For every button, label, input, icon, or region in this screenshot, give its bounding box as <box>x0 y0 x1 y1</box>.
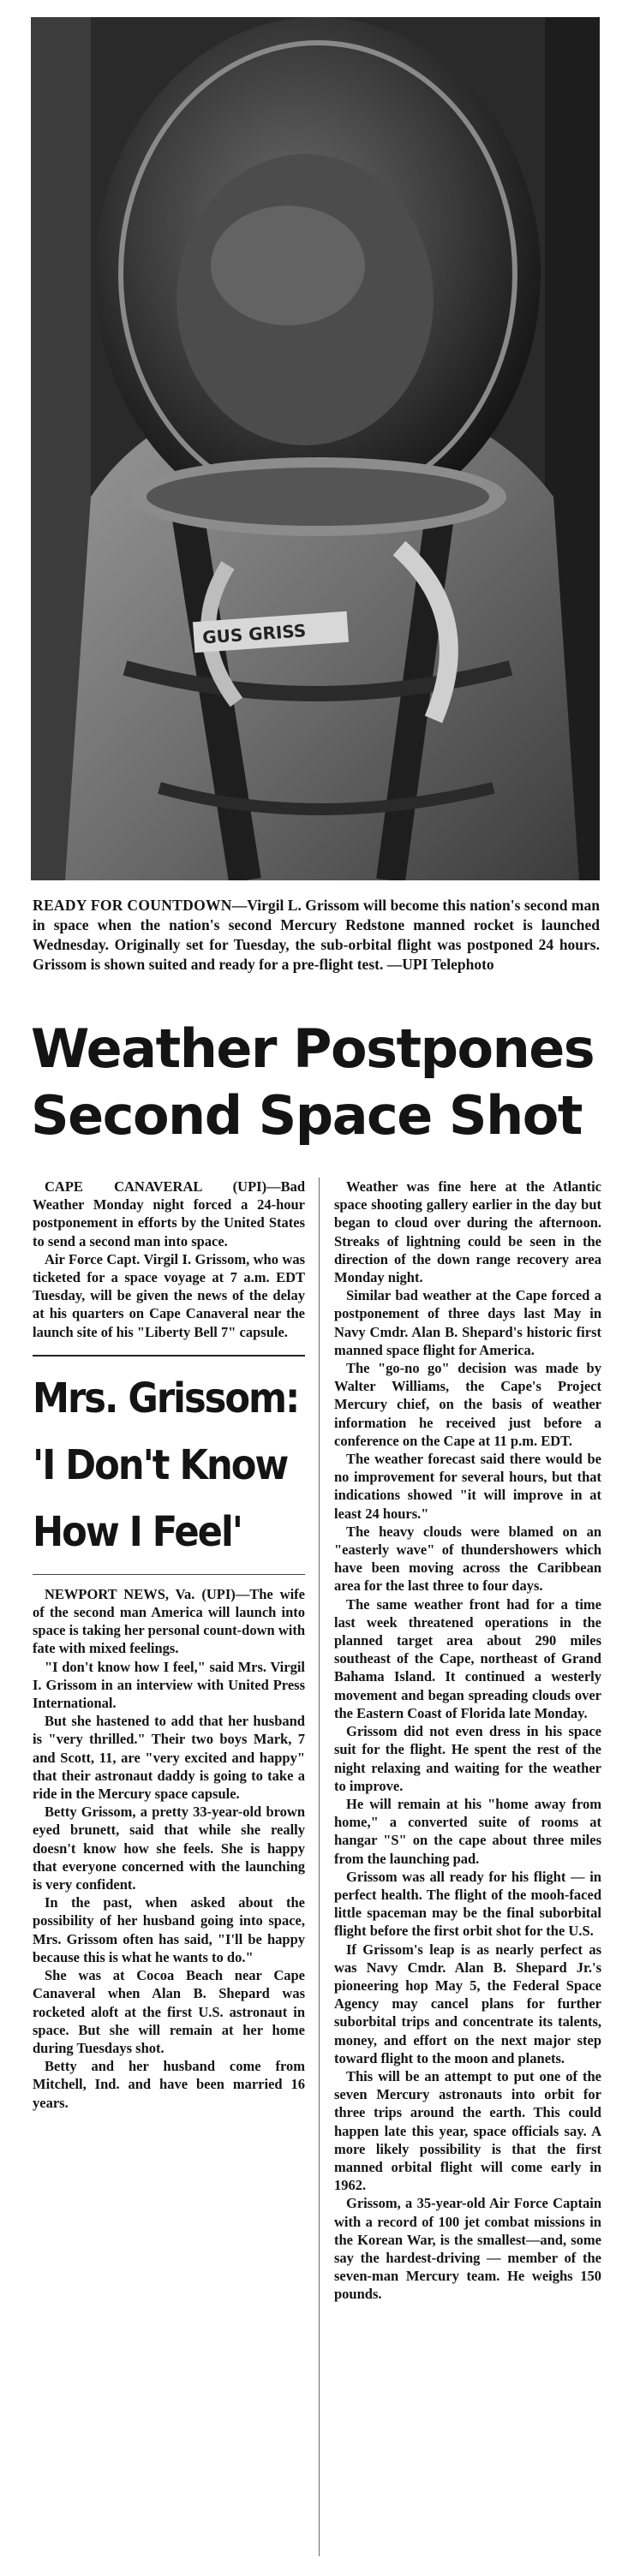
main-headline <box>31 1016 613 1149</box>
story-paragraph-3: But she hastened to add that her husband is "very thrilled." Their two boys Mark, 7 and Scott, 11, are "very excited and happy" that their astronaut daddy is going to take a ride in the Mercury space capsule. <box>33 1713 305 1803</box>
story-paragraph-7: Betty and her husband come from Mitchell, Ind. and have been married 16 years. <box>33 2058 305 2111</box>
headline-line-1: Weather Postpones <box>31 1017 595 1080</box>
story-paragraph-5: In the past, when asked about the possibility of her husband going into space, Mrs. Grissom often has said, "I'll be happy because this is what he wants to do." <box>33 1894 305 1965</box>
left-column <box>33 1178 305 2112</box>
right-paragraph-4: The weather forecast said there would be no improvement for several hours, but that indications showed "it will improve in at least 24 hours." <box>334 1451 601 1522</box>
astronaut-photo <box>31 17 600 880</box>
astronaut-illustration <box>31 17 600 880</box>
subhead-rule-bottom <box>33 1574 305 1575</box>
subhead-line-3: How I Feel' <box>33 1507 242 1556</box>
right-paragraph-10: If Grissom's leap is as nearly perfect as was Navy Cmdr. Alan B. Shepard Jr.'s pioneering hop May 5, the Federal Space Agency may cancel plans for further suborbital trips and concentrate its talents, money, and effort on the next major step toward flight to the moon and planets. <box>334 1941 601 2066</box>
caption-body: —Virgil L. Grissom will become this nation's second man in space when the nation's second Mercury Redstone manned rocket is launched Wednesday. Originally set for Tuesday, the sub-orbital flight was postponed 24 hours. Grissom is shown suited and ready for a pre-flight test. —UPI Telephoto <box>33 897 600 973</box>
story-paragraph-4: Betty Grissom, a pretty 33-year-old brown eyed brunett, said that while she really doesn't know how she feels. She is happy that everyone concerned with the launching is very confident. <box>33 1804 305 1893</box>
headline-line-2: Second Space Shot <box>31 1084 582 1147</box>
subhead-line-2: 'I Don't Know <box>33 1440 288 1489</box>
right-paragraph-2: Similar bad weather at the Cape forced a postponement of three days last May in Navy Cmdr. Alan B. Shepard's historic first manned space flight for America. <box>334 1287 601 1358</box>
photo-caption <box>33 896 600 975</box>
caption-head: READY FOR COUNTDOWN <box>33 897 232 914</box>
right-paragraph-7: Grissom did not even dress in his space suit for the flight. He spent the rest of the night relaxing and waiting for the weather to improve. <box>334 1723 601 1794</box>
story-paragraph-6: She was at Cocoa Beach near Cape Canaveral when Alan B. Shepard was rocketed aloft at the first U.S. astronaut in space. But she will remain at her home during Tuesdays shot. <box>33 1967 305 2056</box>
right-paragraph-5: The heavy clouds were blamed on an "easterly wave" of thundershowers which have been moving across the Caribbean area for the last three to four days. <box>334 1523 601 1595</box>
right-paragraph-6: The same weather front had for a time last week threatened operations in the planned target area about 290 miles southeast of the Cape, northeast of Grand Bahama Island. It continued a westerly movement and began spreading clouds over the Eastern Coast of Florida late Monday. <box>334 1595 601 1721</box>
right-column <box>334 1178 601 2304</box>
right-paragraph-12: Grissom, a 35-year-old Air Force Captain with a record of 100 jet combat missions in the Korean War, is the smallest—and, some say the hardest-driving — member of the seven-man Mercury team. He weighs 150 pounds. <box>334 2195 601 2303</box>
right-paragraph-8: He will remain at his "home away from home," a converted suite of rooms at hangar "S" on the cape about three miles from the launching pad. <box>334 1795 601 1867</box>
right-paragraph-9: Grissom was all ready for his flight — in perfect health. The flight of the mooh-faced little spaceman may be the final suborbital flight before the first orbit shot for the U.S. <box>334 1868 601 1940</box>
right-paragraph-11: This will be an attempt to put one of the seven Mercury astronauts into orbit for three trips around the earth. This could happen late this year, space officials say. A more likely possibility is that the first manned orbital flight will come early in 1962. <box>334 2067 601 2194</box>
subhead-line-1: Mrs. Grissom: <box>33 1374 299 1422</box>
story-paragraph-2: "I don't know how I feel," said Mrs. Virgil I. Grissom in an interview with United Press International. <box>33 1658 305 1712</box>
subhead-rule-top <box>33 1355 305 1357</box>
right-paragraph-3: The "go-no go" decision was made by Walter Williams, the Cape's Project Mercury chief, on the basis of weather information he received just before a conference on the Cape at 11 p.m. EDT. <box>334 1360 601 1449</box>
right-paragraph-1: Weather was fine here at the Atlantic space shooting gallery earlier in the day but began to cloud over during the afternoon. Streaks of lightning could be seen in the direction of the down range recovery area Monday night. <box>334 1178 601 1286</box>
lead-paragraph-1: CAPE CANAVERAL (UPI)—Bad Weather Monday night forced a 24-hour postponement in efforts by the United States to send a second man into space. <box>33 1178 305 1249</box>
suit-name-label: GUS GRISS <box>201 620 308 648</box>
story-paragraph-1: NEWPORT NEWS, Va. (UPI)—The wife of the second man America will launch into space is taking her personal count-down with fate with mixed feelings. <box>33 1585 305 1657</box>
column-rule <box>319 1178 320 2556</box>
lead-paragraph-2: Air Force Capt. Virgil I. Grissom, who was ticketed for a space voyage at 7 a.m. EDT Tuesday, will be given the news of the delay at his quarters on Cape Canaveral near the launch site of his "Liberty Bell 7" capsule. <box>33 1250 305 1340</box>
subhead <box>33 1365 305 1565</box>
